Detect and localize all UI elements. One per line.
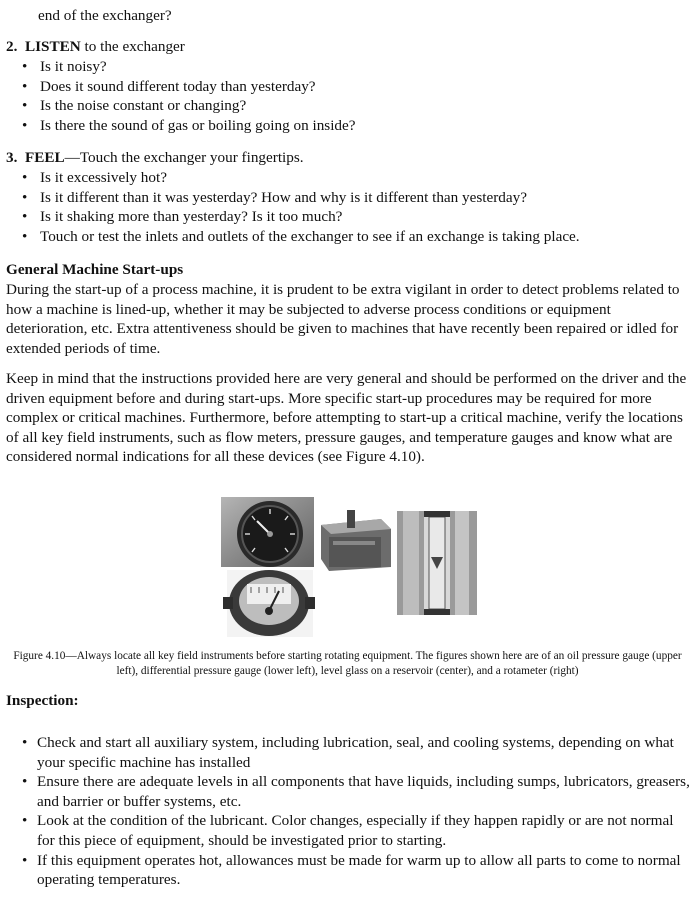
feel-number: 3. (6, 149, 18, 166)
bullet-icon: • (22, 227, 28, 245)
feel-list (22, 168, 580, 246)
list-item: • Touch or test the inlets and outlets of the exchanger to see if an exchange is taking place. (22, 227, 580, 245)
listen-number: 2. (6, 38, 18, 55)
bullet-icon: • (22, 77, 28, 95)
feel-rest: —Touch the exchanger your fingertips. (64, 149, 304, 166)
bullet-icon: • (22, 169, 28, 186)
inspection-list (6, 733, 690, 890)
listen-heading (6, 37, 185, 57)
listen-keyword: LISTEN (24, 38, 81, 55)
bullet-icon: • (22, 812, 28, 830)
figure-4-10 (221, 497, 477, 637)
list-item: • Is it shaking more than yesterday? Is it too much? (22, 208, 343, 226)
bullet-icon: • (22, 208, 28, 226)
feel-keyword: FEEL (24, 149, 65, 166)
rotameter-image (397, 511, 477, 615)
bullet-icon: • (22, 116, 28, 134)
bullet-icon: • (22, 188, 28, 206)
list-item: • Is it different than it was yesterday? How and why is it different than yesterday? (22, 188, 527, 206)
bullet-icon: • (22, 58, 28, 75)
list-item: • Is there the sound of gas or boiling going on inside? (22, 116, 356, 134)
list-item: • Look at the condition of the lubricant. Color changes, especially if they happen rapidly or are not normal for this piece of equipment, should be investigated prior to starting. (22, 812, 674, 849)
bullet-icon: • (22, 734, 28, 751)
paragraph: Keep in mind that the instructions provided here are very general and should be performed on the driver and the driven equipment before and during start-ups. More specific start-up procedures may be required for more complex or critical machines. Furthermore, before attempting to start-up a critical machine, verify the locations of all key field instruments, such as flow meters, pressure gauges, and temperature gauges and know what are considered normal indications for all these devices (see Figure 4.10). (6, 370, 687, 466)
level-glass-reservoir-image (316, 507, 392, 571)
list-item: • Ensure there are adequate levels in all components that have liquids, including sumps, lubricators, greasers, and barrier or buffer systems, etc. (22, 773, 690, 810)
list-item: • Does it sound different today than yesterday? (22, 77, 316, 95)
paragraph: During the start-up of a process machine, it is prudent to be extra vigilant in order to detect problems related to how a machine is lined-up, whether it may be subjected to adverse process conditions or equipment deterioration, etc. Extra attentiveness should be given to machines that have recently been repaired or idled for extended periods of time. (6, 281, 680, 357)
bullet-icon: • (22, 773, 28, 791)
listen-list (22, 57, 356, 135)
bullet-icon: • (22, 97, 28, 115)
list-item: • If this equipment operates hot, allowances must be made for warm up to allow all parts to come to normal operating temperatures. (22, 851, 681, 889)
list-item: • Is it excessively hot? (22, 169, 167, 186)
oil-pressure-gauge-image (221, 497, 314, 567)
feel-heading (6, 148, 304, 168)
continued-fragment: end of the exchanger? (38, 7, 172, 24)
bullet-icon: • (22, 851, 28, 869)
list-item: • Check and start all auxiliary system, including lubrication, seal, and cooling systems, depending on what your specific machine has installed (22, 734, 674, 771)
list-item: • Is it noisy? (22, 58, 107, 75)
instrument-photos (221, 497, 477, 637)
section-heading-general-startups: General Machine Start-ups (6, 261, 184, 278)
list-item: • Is the noise constant or changing? (22, 97, 247, 115)
listen-rest: to the exchanger (80, 38, 185, 55)
figure-caption: Figure 4.10—Always locate all key field instruments before starting rotating equipment. The figures shown here are of an oil pressure gauge (upper left), differential pressure gauge (lower left), level glass on a reservoir (center), and a rotameter (right) (13, 650, 682, 677)
differential-pressure-gauge-image (223, 570, 315, 637)
section-heading-inspection: Inspection: (6, 692, 79, 709)
